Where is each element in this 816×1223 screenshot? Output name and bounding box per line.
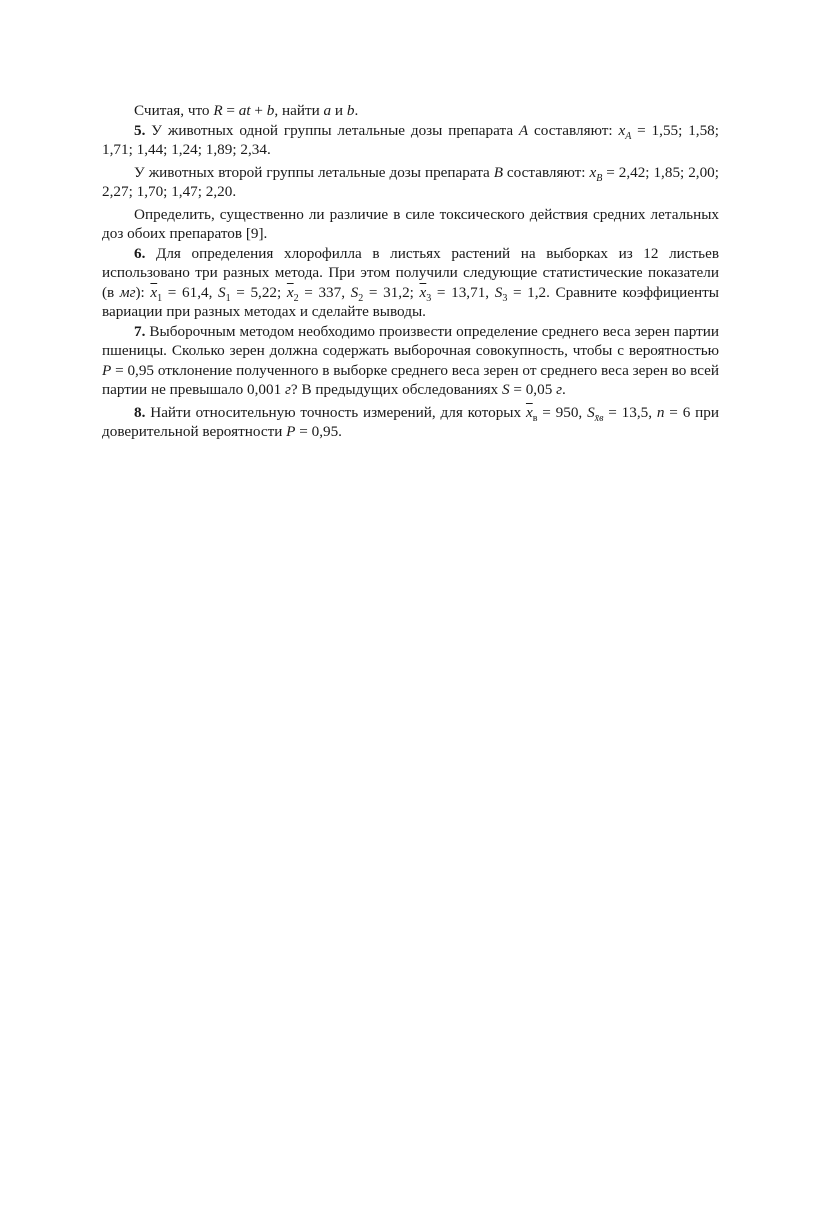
- text-run: Найти относительную точность измерений, для которых: [145, 403, 526, 421]
- text-run: = 0,05: [509, 381, 557, 398]
- text-run: a: [323, 102, 332, 119]
- text-run: S: [218, 283, 226, 301]
- text-run: S: [587, 403, 595, 421]
- text-run: = 6 при доверительной вероятности: [102, 403, 719, 440]
- text-run: = 950,: [537, 403, 588, 421]
- text-run: =: [222, 102, 239, 119]
- subscript: 1: [225, 292, 231, 304]
- text-run: .: [354, 102, 359, 119]
- text-run: = 31,2;: [363, 283, 420, 301]
- text-run: Для определения хлорофилла в листьях растений на выборках из 12 листьев использовано три разных метода. При этом получили следующие статистические показатели (в: [102, 244, 719, 301]
- subscript: B: [596, 172, 603, 184]
- text-run: г: [556, 381, 563, 398]
- text-run: и: [331, 102, 347, 119]
- text-run: S: [501, 381, 510, 398]
- text-run: = 2,42; 1,85; 2,00; 2,27; 1,70; 1,47; 2,20.: [102, 163, 719, 200]
- text-run: = 1,2. Сравните коэффициенты вариации при разных методах и сделайте выводы.: [102, 283, 719, 320]
- text-run: Определить, существенно ли различие в силе токсического действия средних летальных доз обоих препаратов [9].: [102, 205, 719, 242]
- subscript: 3: [502, 292, 508, 304]
- text-run: P: [286, 423, 296, 440]
- subscript: в: [532, 412, 538, 424]
- text-run: P: [102, 361, 112, 379]
- text-run: мг: [119, 283, 136, 301]
- problem-number: 5.: [134, 121, 146, 139]
- text-run: = 337,: [298, 283, 351, 301]
- paragraph-3: [102, 163, 719, 202]
- text-block: [102, 101, 719, 442]
- paragraph-1: [102, 101, 719, 121]
- subscript: 3: [426, 292, 432, 304]
- text-run: .: [562, 381, 566, 398]
- text-run: , найти: [274, 102, 324, 119]
- text-run: = 0,95 отклонение полученного в выборке среднего веса зерен от среднего веса зерен во всей партии не превышало 0,001: [102, 361, 719, 398]
- text-run: = 61,4,: [162, 283, 219, 301]
- text-run: составляют:: [503, 163, 590, 181]
- paragraph-7: [102, 403, 719, 442]
- text-run: Выборочным методом необходимо произвести определение среднего веса зерен партии пшеницы. Сколько зерен должна содержать выборочная совокупность, чтобы с вероятностью: [102, 322, 719, 359]
- text-run: x: [589, 163, 597, 181]
- text-run: n: [656, 403, 665, 421]
- paragraph-5: [102, 244, 719, 322]
- text-run: $\overline{x}$: [525, 403, 533, 421]
- text-run: x: [618, 121, 626, 139]
- text-run: b: [346, 102, 355, 119]
- text-run: +: [250, 102, 267, 119]
- text-run: S: [350, 283, 359, 301]
- text-run: У животных второй группы летальные дозы препарата: [134, 163, 494, 181]
- text-run: = 13,5,: [603, 403, 657, 421]
- paragraph-4: [102, 205, 719, 244]
- subscript: 2: [358, 292, 364, 304]
- problem-number: 6.: [134, 244, 146, 262]
- text-run: R: [213, 102, 223, 119]
- text-run: = 1,55; 1,58; 1,71; 1,44; 1,24; 1,89; 2,34.: [102, 121, 719, 158]
- text-run: = 0,95.: [295, 423, 342, 440]
- text-run: ? В предыдущих обследованиях: [290, 381, 502, 398]
- problem-number: 8.: [134, 403, 146, 421]
- subscript: x̄в: [594, 412, 604, 424]
- paragraph-2: [102, 121, 719, 160]
- text-run: = 5,22;: [230, 283, 287, 301]
- subscript: A: [625, 130, 632, 142]
- problem-number: 7.: [134, 322, 146, 340]
- text-run: ):: [135, 283, 151, 301]
- text-run: У животных одной группы летальные дозы препарата: [145, 121, 519, 139]
- text-run: S: [494, 283, 503, 301]
- subscript: 1: [157, 292, 163, 304]
- text-run: $\overline{x}$: [286, 283, 294, 301]
- text-run: = 13,71,: [431, 283, 495, 301]
- text-run: составляют:: [528, 121, 619, 139]
- text-run: Считая, что: [134, 102, 214, 119]
- text-run: $\overline{x}$: [419, 283, 427, 301]
- text-run: B: [493, 163, 503, 181]
- text-run: $\overline{x}$: [150, 283, 158, 301]
- text-run: г: [284, 381, 291, 398]
- text-run: at: [238, 102, 251, 119]
- text-run: b: [266, 102, 275, 119]
- paragraph-6: [102, 322, 719, 400]
- text-run: A: [518, 121, 529, 139]
- subscript: 2: [293, 292, 299, 304]
